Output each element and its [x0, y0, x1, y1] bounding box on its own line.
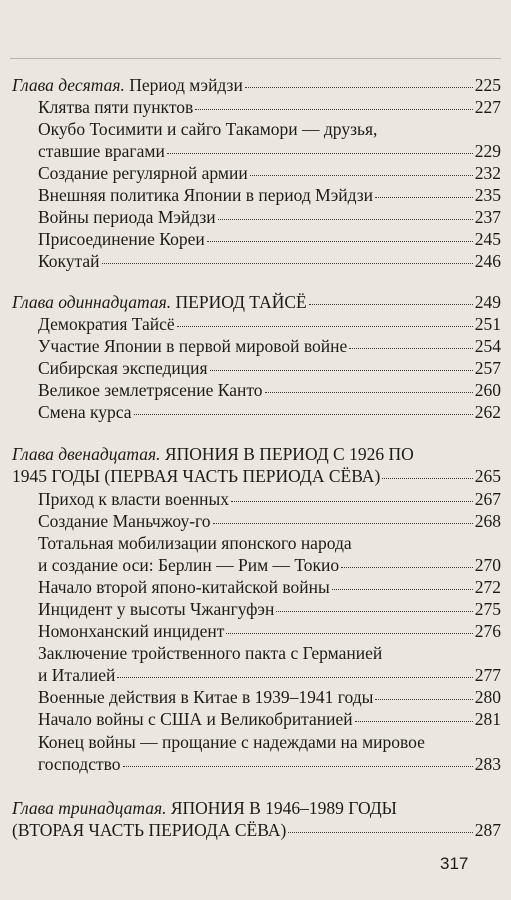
leader-dots	[265, 392, 473, 393]
chapter-label: Глава десятая.	[12, 75, 125, 95]
leader-dots	[213, 523, 473, 524]
entry-title: Участие Японии в первой мировой войне	[38, 336, 348, 356]
leader-dots	[375, 197, 473, 198]
toc-entry	[38, 554, 501, 576]
page-ref: 229	[474, 141, 501, 161]
leader-dots	[288, 832, 472, 833]
toc-entry	[38, 250, 501, 272]
toc-entry	[38, 401, 501, 423]
entry-title: Демократия Тайсё	[38, 314, 175, 334]
page-ref: 251	[474, 314, 501, 334]
page-ref: 268	[474, 511, 501, 531]
chapter-label: Глава тринадцатая.	[12, 798, 167, 818]
entry-title: Начало войны с США и Великобританией	[38, 709, 353, 729]
chapter-title: Период мэйдзи	[129, 75, 243, 95]
chapter-title-line1: ЯПОНИЯ В 1946–1989 ГОДЫ	[170, 798, 397, 818]
toc-entry	[38, 96, 501, 118]
page-ref: 235	[474, 185, 501, 205]
page-ref: 267	[474, 489, 501, 509]
entry-title: Создание регулярной армии	[38, 163, 248, 183]
chapter-title: ПЕРИОД ТАЙСЁ	[175, 292, 307, 312]
entry-title: Войны периода Мэйдзи	[38, 207, 216, 227]
leader-dots	[177, 326, 473, 327]
leader-dots	[276, 611, 472, 612]
entry-title: Смена курса	[38, 402, 132, 422]
toc-entry	[38, 184, 501, 206]
leader-dots	[245, 87, 473, 88]
toc-entry	[38, 313, 501, 335]
leader-dots	[195, 109, 472, 110]
page-ref: 283	[474, 754, 501, 774]
leader-dots	[207, 241, 473, 242]
entry-title: Военные действия в Китае в 1939–1941 годы	[38, 687, 374, 707]
toc-entry	[38, 686, 501, 708]
toc-entry	[38, 510, 501, 532]
chapter-10-entry	[12, 74, 501, 96]
leader-dots	[250, 175, 473, 176]
entry-title-line1: Конец войны — прощание с надеждами на мировое	[38, 732, 425, 752]
entry-title: Начало второй японо-китайской войны	[38, 577, 330, 597]
leader-dots	[375, 699, 472, 700]
toc-entry	[38, 620, 501, 642]
leader-dots	[382, 478, 472, 479]
page-ref: 275	[474, 599, 501, 619]
toc-entry	[38, 228, 501, 250]
entry-title: Великое землетрясение Канто	[38, 380, 263, 400]
entry-title-line1: Заключение тройственного пакта с Германией	[38, 643, 383, 663]
chapter-13-entry	[12, 819, 501, 841]
entry-title: Номонханский инцидент	[38, 621, 225, 641]
leader-dots	[349, 348, 472, 349]
page-ref: 245	[474, 229, 501, 249]
chapter-title: (ВТОРАЯ ЧАСТЬ ПЕРИОДА СЁВА)	[12, 820, 287, 840]
page-ref: 270	[474, 555, 501, 575]
page-ref: 225	[474, 75, 501, 95]
page-ref: 262	[474, 402, 501, 422]
leader-dots	[117, 677, 472, 678]
entry-title-line1: Окубо Тосимити и сайго Такамори — друзья,	[38, 119, 378, 139]
leader-dots	[341, 567, 473, 568]
page-ref: 280	[474, 687, 501, 707]
toc-entry	[38, 708, 501, 730]
toc-entry	[38, 576, 501, 598]
toc-entry	[38, 379, 501, 401]
toc-entry	[38, 598, 501, 620]
page-ref: 265	[474, 466, 501, 486]
chapter-title-line1: ЯПОНИЯ В ПЕРИОД С 1926 ПО	[164, 444, 414, 464]
page-ref: 260	[474, 380, 501, 400]
leader-dots	[134, 414, 473, 415]
entry-title: Создание Маньчжоу-го	[38, 511, 211, 531]
entry-title: и Италией	[38, 665, 116, 685]
chapter-12-line1	[12, 443, 501, 465]
toc-entry	[38, 357, 501, 379]
leader-dots	[167, 153, 473, 154]
leader-dots	[123, 766, 473, 767]
toc-entry	[38, 162, 501, 184]
page-number: 317	[440, 854, 469, 873]
page-ref: 277	[474, 665, 501, 685]
page-ref: 249	[474, 292, 501, 312]
chapter-label: Глава двенадцатая.	[12, 444, 161, 464]
chapter-label: Глава одиннадцатая.	[12, 292, 172, 312]
page-ref: 237	[474, 207, 501, 227]
entry-title: и создание оси: Берлин — Рим — Токио	[38, 555, 340, 575]
page-ref: 232	[474, 163, 501, 183]
divider	[10, 58, 501, 59]
leader-dots	[309, 304, 473, 305]
page-ref: 287	[474, 820, 501, 840]
page-ref: 272	[474, 577, 501, 597]
page-ref: 227	[474, 97, 501, 117]
leader-dots	[218, 219, 473, 220]
page-ref: 276	[474, 621, 501, 641]
leader-dots	[355, 721, 473, 722]
entry-title: Приход к власти военных	[38, 489, 230, 509]
leader-dots	[231, 501, 473, 502]
page-ref: 257	[474, 358, 501, 378]
entry-title: Внешняя политика Японии в период Мэйдзи	[38, 185, 373, 205]
chapter-11-entry	[12, 291, 501, 313]
entry-title: Присоединение Кореи	[38, 229, 205, 249]
chapter-13-line1	[12, 797, 501, 819]
leader-dots	[102, 263, 473, 264]
leader-dots	[210, 370, 473, 371]
page-ref: 246	[474, 251, 501, 271]
entry-title-line1: Тотальная мобилизации японского народа	[38, 533, 352, 553]
leader-dots	[332, 589, 473, 590]
toc-entry	[38, 664, 501, 686]
entry-title: Инцидент у высоты Чжангуфэн	[38, 599, 275, 619]
chapter-12-entry	[12, 465, 501, 487]
chapter-title: 1945 ГОДЫ (ПЕРВАЯ ЧАСТЬ ПЕРИОДА СЁВА)	[12, 466, 381, 486]
entry-title: Сибирская экспедиция	[38, 358, 208, 378]
toc-entry	[38, 753, 501, 775]
toc-entry	[38, 140, 501, 162]
entry-title: ставшие врагами	[38, 141, 165, 161]
page-ref: 281	[474, 709, 501, 729]
toc-entry	[38, 335, 501, 357]
toc-entry	[38, 488, 501, 510]
toc-entry	[38, 206, 501, 228]
entry-title: господство	[38, 754, 121, 774]
leader-dots	[226, 633, 472, 634]
entry-title: Клятва пяти пунктов	[38, 97, 194, 117]
entry-title: Кокутай	[38, 251, 100, 271]
page-ref: 254	[474, 336, 501, 356]
